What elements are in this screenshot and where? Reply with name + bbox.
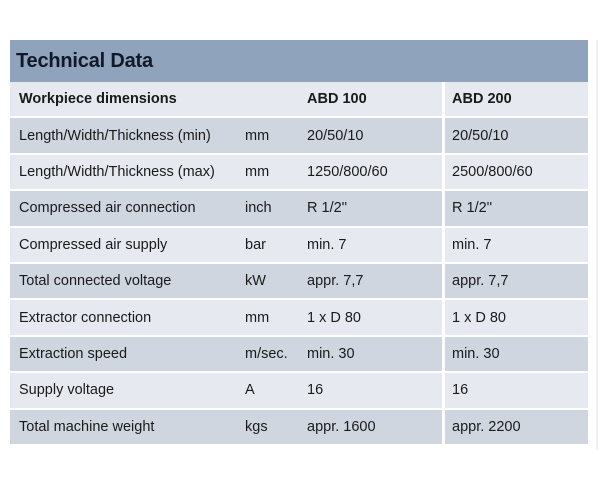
row-value-abd200: 1 x D 80 — [445, 300, 588, 336]
row-value-abd100: 1250/800/60 — [305, 155, 445, 191]
row-unit: kW — [245, 264, 305, 300]
row-value-abd200: appr. 2200 — [445, 410, 588, 446]
header-model-abd100: ABD 100 — [305, 82, 445, 118]
row-unit: A — [245, 373, 305, 409]
table-row — [10, 228, 588, 264]
row-unit: bar — [245, 228, 305, 264]
table-row — [10, 191, 588, 227]
table-row — [10, 337, 588, 373]
table-row — [10, 410, 588, 446]
table-row — [10, 118, 588, 154]
header-unit — [245, 82, 305, 118]
row-label: Length/Width/Thickness (min) — [10, 118, 245, 154]
row-label: Total machine weight — [10, 410, 245, 446]
row-value-abd100: 20/50/10 — [305, 118, 445, 154]
row-label: Length/Width/Thickness (max) — [10, 155, 245, 191]
row-value-abd200: min. 30 — [445, 337, 588, 373]
row-value-abd100: appr. 7,7 — [305, 264, 445, 300]
row-label: Compressed air connection — [10, 191, 245, 227]
row-unit: m/sec. — [245, 337, 305, 373]
row-unit: mm — [245, 300, 305, 336]
row-value-abd200: 20/50/10 — [445, 118, 588, 154]
row-value-abd100: R 1/2'' — [305, 191, 445, 227]
row-value-abd200: R 1/2'' — [445, 191, 588, 227]
row-value-abd200: 2500/800/60 — [445, 155, 588, 191]
header-model-abd200: ABD 200 — [445, 82, 588, 118]
table-row — [10, 155, 588, 191]
table-header-row — [10, 82, 588, 118]
row-value-abd100: min. 30 — [305, 337, 445, 373]
header-label: Workpiece dimensions — [10, 82, 245, 118]
row-unit: mm — [245, 155, 305, 191]
row-value-abd200: min. 7 — [445, 228, 588, 264]
right-edge-divider — [596, 40, 598, 450]
row-value-abd100: 1 x D 80 — [305, 300, 445, 336]
row-label: Extractor connection — [10, 300, 245, 336]
row-value-abd200: 16 — [445, 373, 588, 409]
technical-data-sheet — [10, 40, 588, 446]
row-value-abd100: appr. 1600 — [305, 410, 445, 446]
row-value-abd200: appr. 7,7 — [445, 264, 588, 300]
row-unit: kgs — [245, 410, 305, 446]
row-value-abd100: 16 — [305, 373, 445, 409]
table-row — [10, 373, 588, 409]
table-row — [10, 264, 588, 300]
row-label: Extraction speed — [10, 337, 245, 373]
row-label: Supply voltage — [10, 373, 245, 409]
technical-data-table — [10, 82, 588, 446]
table-row — [10, 300, 588, 336]
row-value-abd100: min. 7 — [305, 228, 445, 264]
row-label: Compressed air supply — [10, 228, 245, 264]
row-label: Total connected voltage — [10, 264, 245, 300]
table-title: Technical Data — [10, 40, 588, 82]
row-unit: inch — [245, 191, 305, 227]
row-unit: mm — [245, 118, 305, 154]
